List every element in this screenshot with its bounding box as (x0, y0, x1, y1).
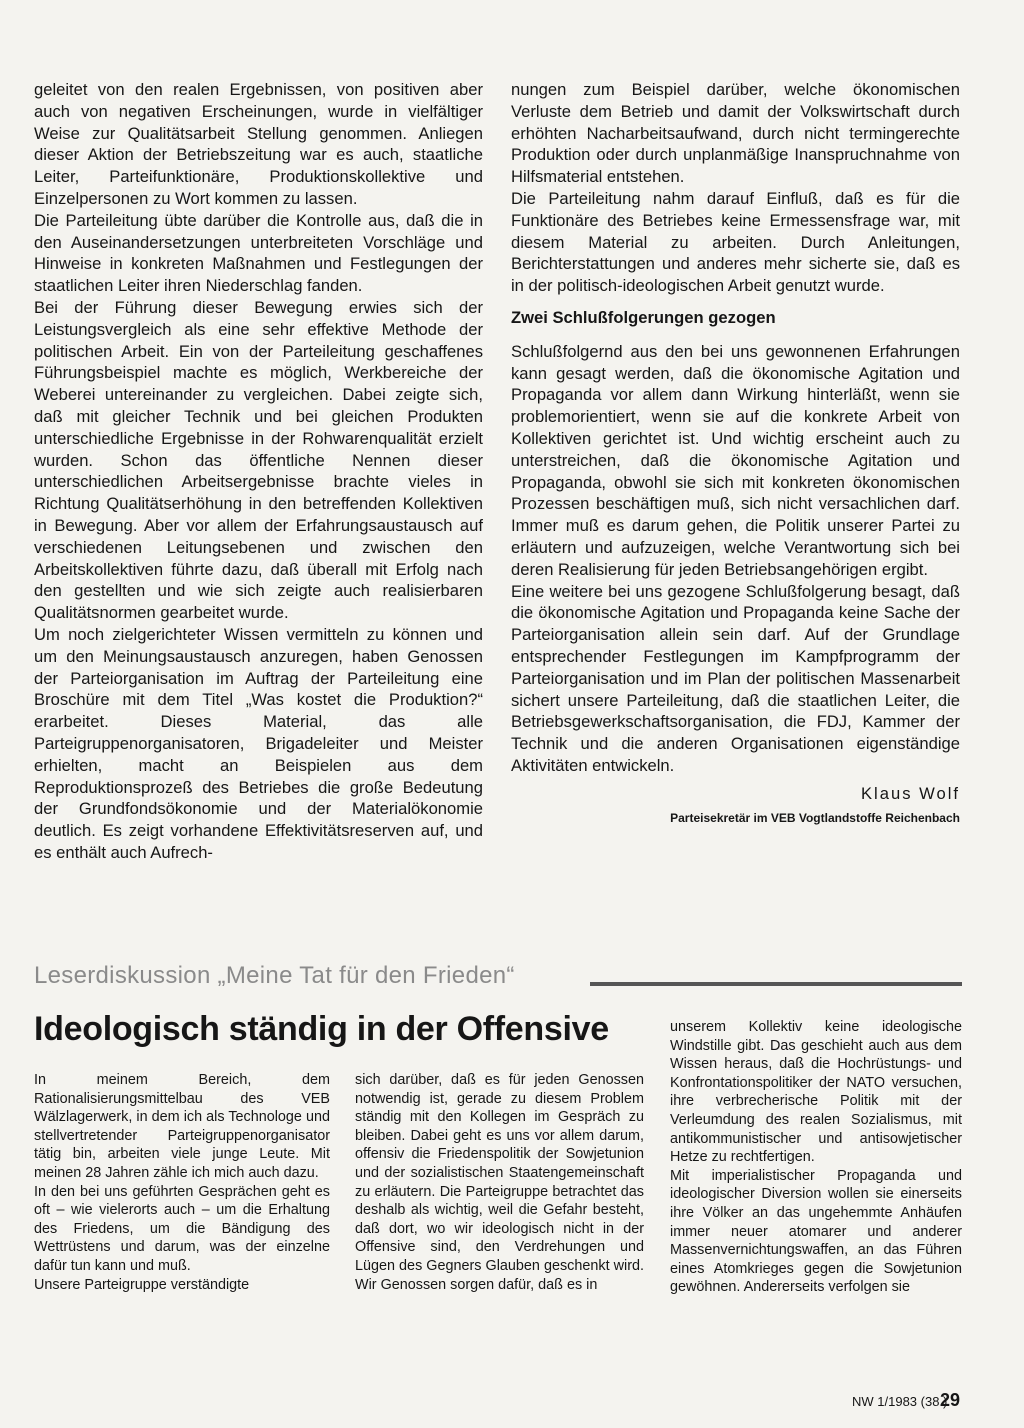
paragraph: Die Parteileitung nahm darauf Einfluß, daß es für die Funktionäre des Betriebes keine Ermessensfrage war, mit diesem Material zu arbeiten. Durch Anleitungen, Berichterstattungen und anderes mehr sicherte sie, daß es in der politisch-ideologischen Arbeit genutzt wurde. (511, 188, 960, 296)
paragraph: Unsere Parteigruppe verständigte (34, 1276, 250, 1293)
top-right-column (511, 79, 960, 827)
bottom-column-3 (670, 1018, 962, 1297)
paragraph: Um noch zielgerichteter Wissen vermitteln zu können und um den Meinungsaustausch anzuregen, haben Genossen der Parteiorganisation im Auftrag der Parteileitung eine Broschüre mit dem Titel „Was kostet die Produktion?“ erarbeitet. Dieses Material, das alle Parteigruppenorganisatoren, Brigadeleiter und Meister erhielten, macht an Beispielen aus dem Reproduktionsprozeß des Betriebes die große Bedeutung der Grundfondsökonomie und der Materialökonomie deutlich. Es zeigt vorhandene Effektivitätsreserven auf, und es enthält auch Aufrech- (34, 624, 483, 862)
paragraph: sich darüber, daß es für jeden Genossen notwendig ist, gerade zu diesem Problem ständig mit den Kollegen im Gespräch zu bleiben. Dabei geht es uns vor allem darum, offensiv die Friedenspolitik der Sowjetunion und der sozialistischen Staatengemeinschaft zu erläutern. Die Parteigruppe betrachtet das deshalb als wichtig, weil die Gefahr besteht, daß dort, wo wir ideologisch nicht in der Offensive sind, den Verdrehungen und Lügen des Gegners Glauben geschenkt wird. Wir Genossen sorgen dafür, daß es in (355, 1072, 644, 1293)
author-name: Klaus Wolf (860, 783, 960, 803)
bottom-column-1 (34, 1071, 330, 1294)
paragraph: Mit imperialistischer Propaganda und ideologischer Diversion wollen sie einerseits ihre Völker an das ungehemmte Anhäufen immer neuer atomarer und anderer Massenvernichtungswaffen, an das Führen eines Atomkrieges gegen die Sowjetunion gewöhnen. Andererseits verfolgen sie (670, 1167, 962, 1296)
paragraph: Die Parteileitung übte darüber die Kontrolle aus, daß die in den Auseinandersetzungen unterbreiteten Vorschläge und Hinweise in konkreten Maßnahmen und Festlegungen der staatlichen Leiter ihren Niederschlag fanden. (34, 210, 483, 296)
paragraph: geleitet von den realen Ergebnissen, von positiven aber auch von negativen Erscheinungen, wurde in vielfältiger Weise zur Qualitätsarbeit Stellung genommen. Anliegen dieser Aktion der Betriebszeitung war es auch, staatliche Leiter, Parteifunktionäre, Produktionskollektive und Einzelpersonen zu Wort kommen zu lassen. (34, 80, 483, 208)
top-left-column (34, 79, 483, 864)
issue-reference: NW 1/1983 (38.) (852, 1394, 948, 1409)
paragraph: In den bei uns geführten Gesprächen geht es oft – wie vielerorts auch – um die Erhaltung des Friedens, um die Bändigung des Wettrüstens und darum, was der einzelne dafür tun kann und muß. (34, 1183, 330, 1274)
paragraph: In meinem Bereich, dem Rationalisierungsmittelbau des VEB Wälzlagerwerk, in dem ich als Technologe und stellvertretender Parteigruppenorganisator tätig bin, arbeiten viele junge Leute. Mit meinen 28 Jahren zähle ich mich auch dazu. (34, 1072, 330, 1181)
paragraph: Schlußfolgernd aus den bei uns gewonnenen Erfahrungen kann gesagt werden, daß die ökonomische Agitation und Propaganda vor allem dann Wirkung hinterläßt, wenn sie problemorientiert, wenn sie auf die konkrete Arbeit von Kollektiven gerichtet ist. Und wichtig erscheint auch zu unterstreichen, daß die ökonomische Agitation und Propaganda, obwohl sie sich mit konkreten ökonomischen Prozessen beschäftigen muß, sich nicht versachlichen darf. Immer muß es darum gehen, die Politik unserer Partei zu erläutern und aufzuzeigen, welche Verantwortung sich bei deren Realisierung für jeden Betriebsangehörigen ergibt. (511, 341, 960, 579)
paragraph: Bei der Führung dieser Bewegung erwies sich der Leistungsvergleich als eine sehr effektive Methode der politischen Arbeit. Ein von der Parteileitung geschaffenes Führungsbeispiel machte es möglich, Werkbereiche der Weberei untereinander zu vergleichen. Dabei zeigte sich, daß mit gleicher Technik und bei gleichen Produkten unterschiedliche Ergebnisse in der Rohwarenqualität erzielt wurden. Schon das öffentliche Nennen dieser unterschiedlichen Arbeitsergebnisse brachte vieles in Richtung Qualitätserhöhung in den betreffenden Kollektiven in Bewegung. Aber vor allem der Erfahrungsaustausch auf verschiedenen Leitungsebenen und zwischen den Arbeitskollektiven führte dazu, daß überall mit Erfolg nach den gestellten und wie sich zeigte auch realisierbaren Qualitätsnormen gearbeitet wurde. (34, 297, 483, 623)
series-divider (590, 982, 962, 986)
paragraph: nungen zum Beispiel darüber, welche ökonomischen Verluste dem Betrieb und damit der Volkswirtschaft durch erhöhten Nacharbeitsaufwand, durch nicht termingerechte Produktion oder durch unplanmäßige Inanspruchnahme von Hilfsmaterial entstehen. (511, 80, 960, 187)
article-headline: Ideologisch ständig in der Offensive (34, 1010, 609, 1048)
author-affiliation: Parteisekretär im VEB Vogtlandstoffe Reichenbach (670, 810, 960, 825)
section-subheading: Zwei Schlußfolgerungen gezogen (511, 307, 776, 327)
page-number: 29 (940, 1390, 961, 1410)
bottom-column-2 (355, 1071, 644, 1294)
series-title: Leserdiskussion „Meine Tat für den Frieden“ (34, 962, 515, 989)
series-header (34, 962, 962, 998)
paragraph: Eine weitere bei uns gezogene Schlußfolgerung besagt, daß die ökonomische Agitation und Propaganda keine Sache der Parteiorganisation allein sein darf. Auf der Grundlage entsprechender Festlegungen im Kampfprogramm der Parteiorganisation und im Plan der politischen Massenarbeit sichert unsere Parteileitung, daß die staatlichen Leiter, die Betriebsgewerkschaftsorganisation, die FDJ, Kammer der Technik und die anderen Organisationen eigenständige Aktivitäten entwickeln. (511, 581, 960, 775)
paragraph: unserem Kollektiv keine ideologische Windstille gibt. Das geschieht auch aus dem Wissen heraus, daß die Hochrüstungs- und Konfrontationspolitiker der NATO versuchen, ihre verbrecherische Politik mit der Verleumdung des realen Sozialismus, mit antikommunistischer und antisowjetischer Hetze zu rechtfertigen. (670, 1019, 962, 1166)
